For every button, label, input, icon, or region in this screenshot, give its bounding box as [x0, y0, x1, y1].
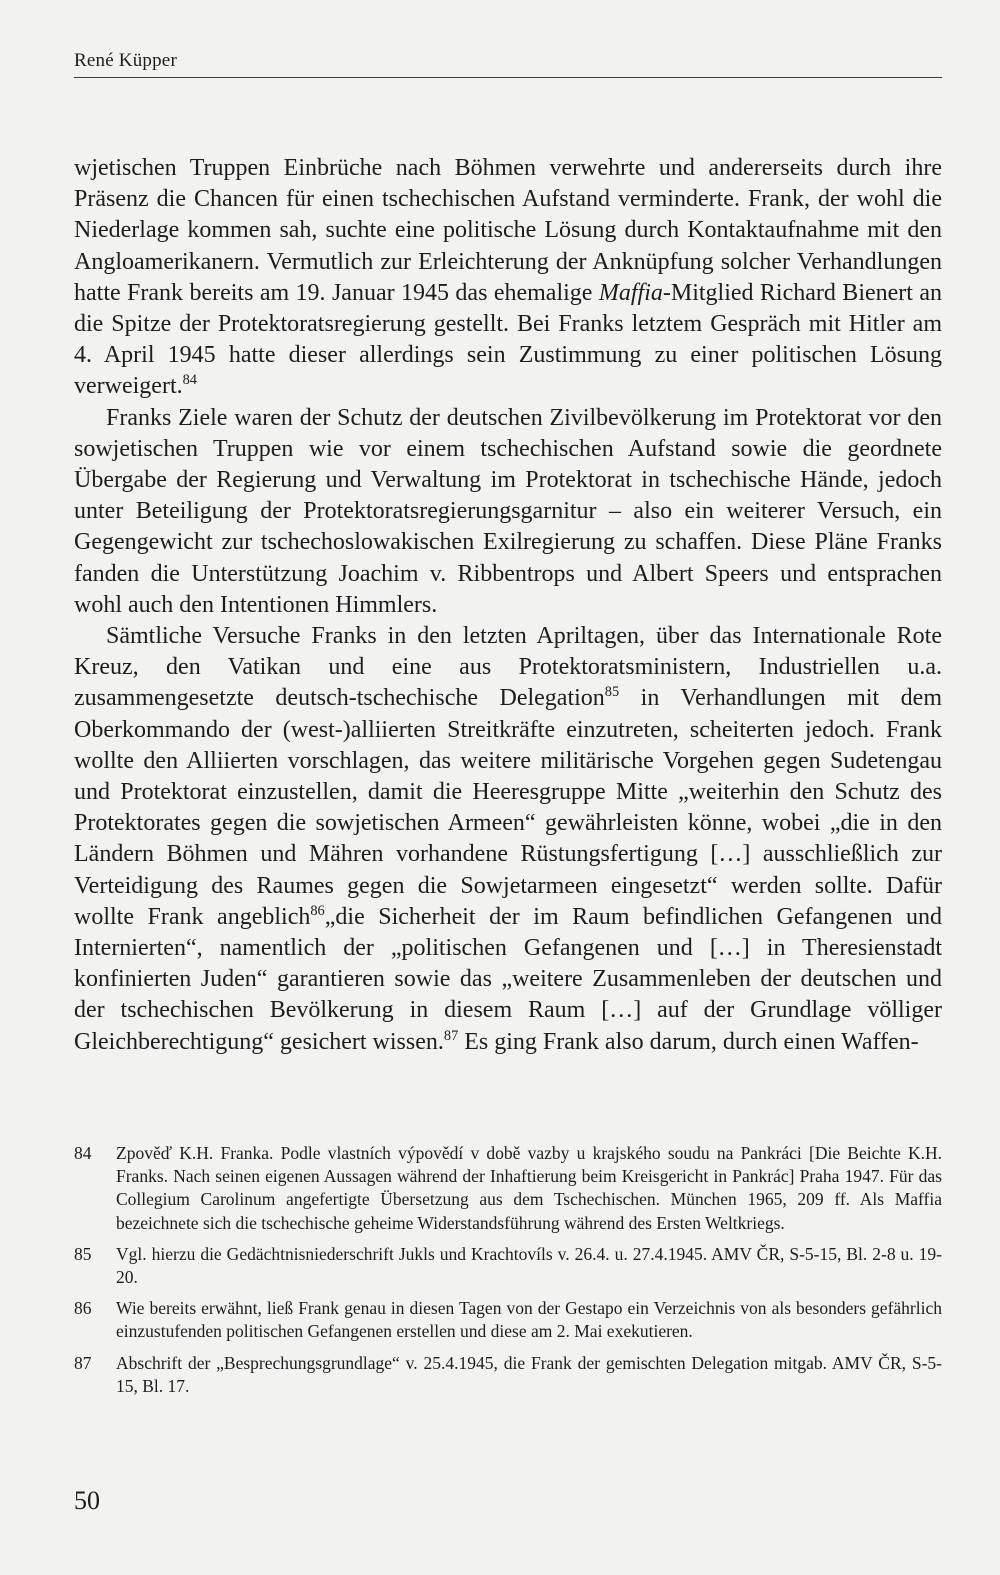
running-header	[74, 50, 942, 72]
footnote-number: 87	[74, 1352, 92, 1373]
footnote-number: 85	[74, 1243, 92, 1264]
footnote-number: 86	[74, 1298, 92, 1319]
paragraph-1-italic: Maffia	[598, 279, 663, 306]
footnotes	[74, 1142, 942, 1406]
footnote-text: Zpověď K.H. Franka. Podle vlastních výpovědí v době vazby u krajského soudu na Pankráci [Die Beichte K.H. Franks. Nach seinen eigenen Aussagen während der Inhaftierung beim Kreisgericht in Pankrác] Praha 1947. Für das Collegium Carolinum angefertigte Übersetzung aus dem Tschechischen. München 1965, 209 ff. Als Maffia bezeichnete sich die tschechische geheime Widerstandsführung während des Ersten Weltkriegs.	[116, 1143, 942, 1233]
footnote-ref-85[interactable]: 85	[604, 684, 620, 701]
paragraph-3-text-b: in Verhandlungen mit dem Oberkommando der (west-)alliierten Streitkräfte einzutreten, scheiterten jedoch. Frank wollte den Alliierten vorschlagen, das weitere militärische Vorgehen gegen Sudetengau und Protektorat einzustellen, damit die Heeresgruppe Mitte „weiterhin den Schutz des Protektorates gegen die sowjetischen Armeen“ gewährleisten könne, wobei „die in den Ländern Böhmen und Mähren vorhandene Rüstungsfertigung […] ausschließlich zur Verteidigung des Raumes gegen die Sowjetarmeen eingesetzt“ werden sollte. Dafür wollte Frank angeblich	[74, 685, 942, 930]
footnote-text: Wie bereits erwähnt, ließ Frank genau in diesen Tagen von der Gestapo ein Verzeichnis von als besonders gefährlich einzustufenden politischen Gefangenen erstellen und diese am 2. Mai exekutieren.	[116, 1298, 942, 1342]
footnote-ref-87[interactable]: 87	[443, 1027, 459, 1044]
paragraph-1-text-a: wjetischen Truppen Einbrüche nach Böhmen verwehrte und andererseits durch ihre Präsenz die Chancen für einen tschechischen Aufstand verminderte. Frank, der wohl die Niederlage kommen sah, suchte eine politische Lösung durch Kontaktaufnahme mit den Angloamerikanern. Vermutlich zur Erleichterung der Anknüpfung solcher Verhandlungen hatte Frank bereits am 19. Januar 1945 das ehemalige	[74, 155, 942, 306]
paragraph-2	[74, 403, 942, 621]
footnote-ref-84[interactable]: 84	[182, 372, 197, 389]
footnote-text: Vgl. hierzu die Gedächtnisniederschrift Jukls und Krachtovíls v. 26.4. u. 27.4.1945. AMV ČR, S-5-15, Bl. 2-8 u. 19-20.	[116, 1243, 942, 1288]
paragraph-1-text-b: -Mitglied Richard Bienert an die Spitze der Protektoratsregierung gestellt. Bei Franks letztem Gespräch mit Hitler am 4. April 1945 hatte dieser allerdings sein Zustimmung zu einer politischen Lösung verweigert.	[74, 279, 943, 400]
footnote-87	[74, 1352, 942, 1398]
footnote-text: Abschrift der „Besprechungsgrundlage“ v. 25.4.1945, die Frank der gemischten Delegation mitgab. AMV ČR, S-5-15, Bl. 17.	[116, 1352, 942, 1396]
header-rule	[74, 77, 942, 78]
paragraph-2-text: Franks Ziele waren der Schutz der deutschen Zivilbevölkerung im Protektorat vor den sowjetischen Truppen wie vor einem tschechischen Aufstand sowie die geordnete Übergabe der Regierung und Verwaltung im Protektorat in tschechische Hände, jedoch unter Beteiligung der Protektoratsregierungsgarnitur – also ein weiterer Versuch, ein Gegengewicht zur tschechoslowakischen Exilregierung zu schaffen. Diese Pläne Franks fanden die Unterstützung Joachim v. Ribbentrops und Albert Speers und entsprachen wohl auch den Intentionen Himmlers.	[74, 404, 942, 618]
footnote-ref-86[interactable]: 86	[310, 902, 325, 919]
footnote-85	[74, 1243, 942, 1289]
paragraph-3	[74, 621, 942, 1058]
body-text	[74, 153, 942, 1058]
page-number: 50	[74, 1486, 100, 1515]
paragraph-3-text-d: Es ging Frank also darum, durch einen Waffen-	[458, 1028, 919, 1055]
paragraph-1	[74, 153, 942, 403]
running-header-author: René Küpper	[74, 50, 177, 71]
paragraph-3-text-a: Sämtliche Versuche Franks in den letzten Apriltagen, über das Internationale Rote Kreuz, den Vatikan und eine aus Protektoratsministern, Industriellen u.a. zusammengesetzte deutsch-tschechische Delegation	[74, 623, 942, 712]
footnote-number: 84	[74, 1143, 92, 1163]
footnote-86	[74, 1297, 942, 1343]
paragraph-3-text-c: „die Sicherheit der im Raum befindlichen Gefangenen und Internierten“, namentlich der „politischen Gefangenen und […] in Theresienstadt konfinierten Juden“ garantieren sowie das „weitere Zusammenleben der deutschen und der tschechischen Bevölkerung in diesem Raum […] auf der Grundlage völliger Gleichberechtigung“ gesichert wissen.	[74, 903, 942, 1055]
footnote-84	[74, 1142, 942, 1235]
